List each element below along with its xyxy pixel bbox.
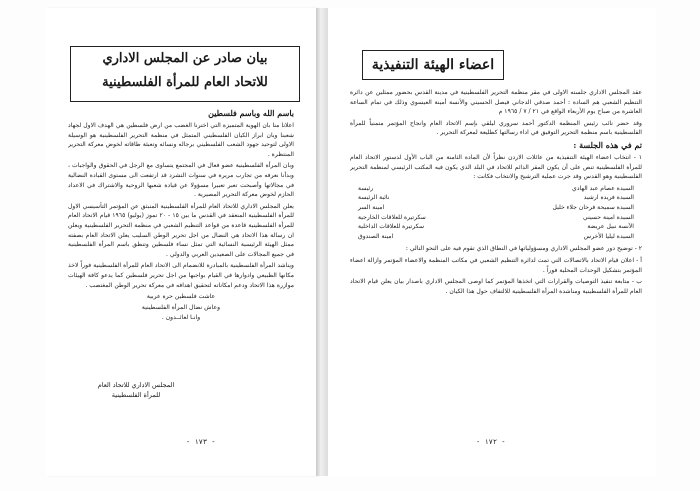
list-item [350, 213, 642, 223]
right-intro-2: وقد حضر نائب رئيس المنظمة الدكتور أحمد سروري ليلقي بإسم الاتحاد العام وانجاح المؤتمر متمنياً للمرأة الفلسطينية باسم منظمة التحرير التوفيق في اداء رسالتها كطليعة لمعركة التحرير . [350, 119, 642, 137]
list-item [350, 232, 642, 242]
list-item [350, 193, 642, 203]
right-page-number: - ١٧٢ - [476, 438, 506, 446]
left-title-line2: للاتحاد العام للمرأة الفلسطينية [102, 75, 268, 90]
left-paragraph-1: اعلانا منا بان الهوية المتميزة التي اخترنا الغضب من ارض فلسطين هي الهدف الاول لجهاد شعبنا وبان ابراز الكيان الفلسطيني المتمثل في منظمة التحرير الفلسطينية هو الوسيلة الاولى لتوحيد جهود الشعب الفلسطيني برجاله ونسائه وتعبئة طاقاته لخوض معركة التحرير المنتظرة . [68, 122, 294, 158]
members-list [350, 184, 642, 242]
right-page-title: اعضاء الهيئة التنفيذية [371, 57, 495, 73]
list-item [350, 222, 642, 232]
item-2-a: أ - اعلان قيام الاتحاد بالاتصالات التي تمت لدائرة التنظيم الشعبي في مكاتب المنظمة والاعضاء المؤتمر وازالة اعضاء المؤتمر بتشكيل الوحدات المحلية فوراً . [350, 256, 642, 274]
left-title-line1: بيان صادر عن المجلس الاداري [102, 51, 268, 66]
member-role: رئيسة [358, 184, 374, 192]
right-intro: عقد المجلس الاداري جلسته الاولى في مقر منظمة التحرير الفلسطينية في مدينة القدس بحضور ممثلين عن دائرة التنظيم الشعبي هم السادة : أحمد صدقي الدجاني فيصل الحسيني والأنسة أمينة العيسوي وذلك في تمام الساعة العاشرة من صباح يوم الأربعاء الواقع في ٢١ / ٧ / ١٩٦٥ م [350, 89, 642, 116]
section-heading: تم في هذه الجلسة : [573, 139, 642, 150]
item-1: ١ - انتخاب اعضاء الهيئة التنفيذية من عائلات الاردن نظراً لأن المادة الثامنة من الباب الأول لدستور الاتحاد العام للمرأة الفلسطينية تنص على أن يكون المقر الدائم للاتحاد في البلد الذي يكون فيه المكتب الرئيسي لمنظمة التحرير الفلسطينية وهو القدس وقد جرت عملية الترشيح والانتخاب فكانت : [350, 153, 642, 181]
member-role: امينة السر [358, 203, 385, 211]
member-role: سكرتيرة للعلاقات الخارجية [358, 213, 426, 221]
member-name: السيدة ليليا الأخرس [583, 232, 634, 240]
left-page-body [68, 108, 294, 356]
member-name: السيدة امينة حسيني [583, 213, 634, 221]
member-role: سكرتيرة للعلاقات الداخلية [358, 223, 425, 231]
slogan-3: وانـا لعائــدون . [161, 314, 201, 322]
right-page-title-box [362, 50, 504, 80]
left-paragraph-4: ويناشد المرأة الفلسطينية بالمبادرة للانضمام الى الاتحاد العام للمرأة الفلسطينية فوراً لاخذ مكانها الطبيعي وادوارها في القيام بواجبها من اجل تحرير فلسطين كما يدعو كافة الهيئات موازرة هذا الاتحاد ودعم امكاناته لتحقيق اهدافه في معركة تحرير الوطن المغتصب . [68, 262, 294, 289]
left-page-number: - ١٧٣ - [186, 438, 216, 446]
left-paragraph-3: يعلن المجلس الاداري للاتحاد العام للمرأة الفلسطينية المنبثق عن المؤتمر التأسيسي الاول للمرأة الفلسطينية المنعقد في القدس ما بين ١٥ - ٢٠ تموز (يوليو) ١٩٦٥ قيام الاتحاد العام للمرأة الفلسطينية قاعدة من قواعد التنظيم الشعبي في منظمة التحرير الفلسطينية ويعلن ان رسالة هذا الاتحاد هي النضال من اجل تحرير الوطن السليب يعلن الاتحاد العام بصفته ممثل الهيئة الرئيسية النسائية التي تمثل نساء فلسطين وتنطق باسم المرأة الفلسطينية في جميع المجالات على الصعيدين العربي والدولي . [68, 202, 294, 258]
member-role: امينة الصندوق [358, 232, 394, 240]
slogan-2: وعاش نضال المرأة الفلسطينية [141, 303, 221, 311]
slogan-1: عاشت فلسطين حرة عربية [146, 293, 216, 301]
member-role: نائبة الرئيسة [358, 194, 390, 202]
signature-line-2: للمرأة الفلسطينية [111, 391, 161, 399]
list-item [350, 184, 642, 194]
opening-line: باسم الله وباسم فلسطين [208, 108, 294, 118]
member-name: السيدة فريدة ارشيد [583, 194, 634, 202]
right-page-body [350, 88, 642, 428]
member-name: السيدة عصام عبد الهادي [572, 184, 634, 192]
member-name: الآنسة نبيل عريضة [587, 223, 634, 231]
item-2-b: ب - متابعة تنفيذ التوصيات والقرارات التي اتخذها المؤتمر كما اوصى المجلس الاداري باصدار بيان يعلن قيام الاتحاد العام للمرأة الفلسطينية ومناشدة المرأة الفلسطينية للالتفاف حول هذا الكيان . [350, 278, 642, 295]
left-page-title-box [70, 46, 300, 102]
signature-block [76, 380, 196, 400]
left-page [46, 8, 316, 476]
member-name: السيدة سميحة فرحان جلاء خليل [552, 203, 634, 211]
left-paragraph-2: وبان المرأة الفلسطينية عضو فعال في المجتمع يتساوى مع الرجل في الحقوق والواجبات ، وبدأنا نعرفه من تجارب مريرة في سنوات التشرد قد ارتفعت الى مستوى القيادة النضالية في مجالاتها وأصبحت تعبر تعبيرا مسؤولا عن قيادة شعبها الروحية والاشتراك في الاعداد الحازم لخوض معركة التحرير المصيرية . [68, 162, 294, 199]
signature-line-1: المجلس الاداري للاتحاد العام [97, 381, 175, 389]
right-page [328, 8, 656, 476]
list-item [350, 203, 642, 213]
book-spine [316, 8, 328, 476]
item-2: ٢ - توضيح دور عضو المجلس الاداري ومسؤولياتها في النطاق الذي تقوم فيه على النحو التالي : [405, 245, 642, 253]
